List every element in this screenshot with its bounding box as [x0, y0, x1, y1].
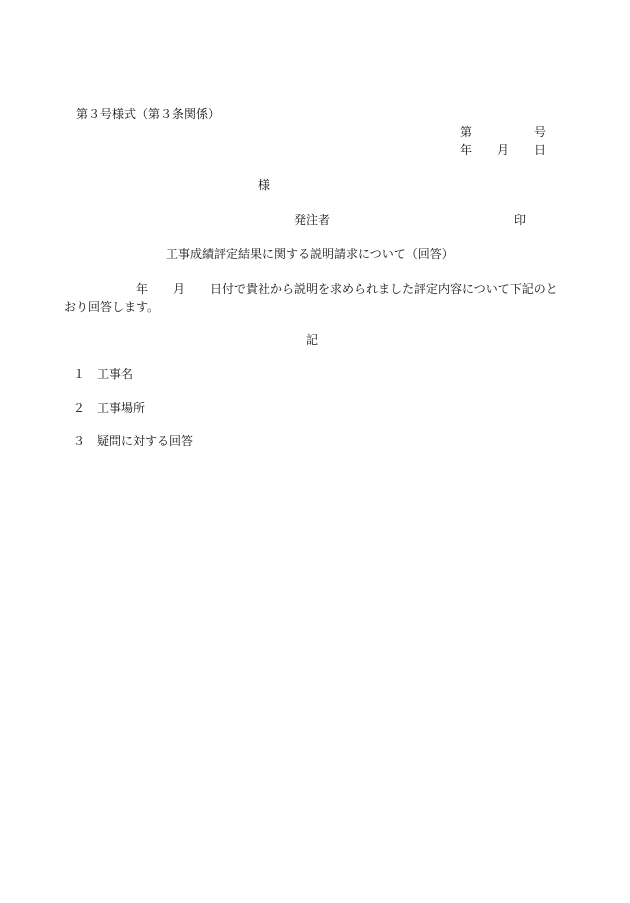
item-number: １ — [73, 367, 86, 381]
addressee-suffix: 様 — [258, 178, 271, 192]
date-month-label: 月 — [497, 143, 510, 157]
item-label-construction-name: 工事名 — [97, 367, 134, 381]
document-number-suffix: 号 — [534, 125, 547, 139]
body-month-label: 月 — [173, 282, 186, 296]
body-text-line2: おり回答します。 — [64, 300, 160, 314]
document-title: 工事成績評定結果に関する説明請求について（回答） — [166, 247, 454, 261]
date-year-label: 年 — [460, 143, 473, 157]
issuer-label: 発注者 — [294, 213, 331, 227]
ki-heading: 記 — [306, 333, 319, 347]
body-text-line1: 日付で貴社から説明を求められました評定内容について下記のと — [210, 282, 558, 296]
item-label-answer: 疑問に対する回答 — [97, 434, 194, 448]
seal-mark: 印 — [514, 213, 527, 227]
form-number-label: 第３号様式（第３条関係） — [76, 107, 221, 121]
item-number: ３ — [73, 434, 86, 448]
document-number-prefix: 第 — [460, 125, 473, 139]
date-day-label: 日 — [534, 143, 547, 157]
item-label-construction-site: 工事場所 — [97, 401, 146, 415]
body-year-label: 年 — [136, 282, 149, 296]
item-number: ２ — [73, 401, 86, 415]
